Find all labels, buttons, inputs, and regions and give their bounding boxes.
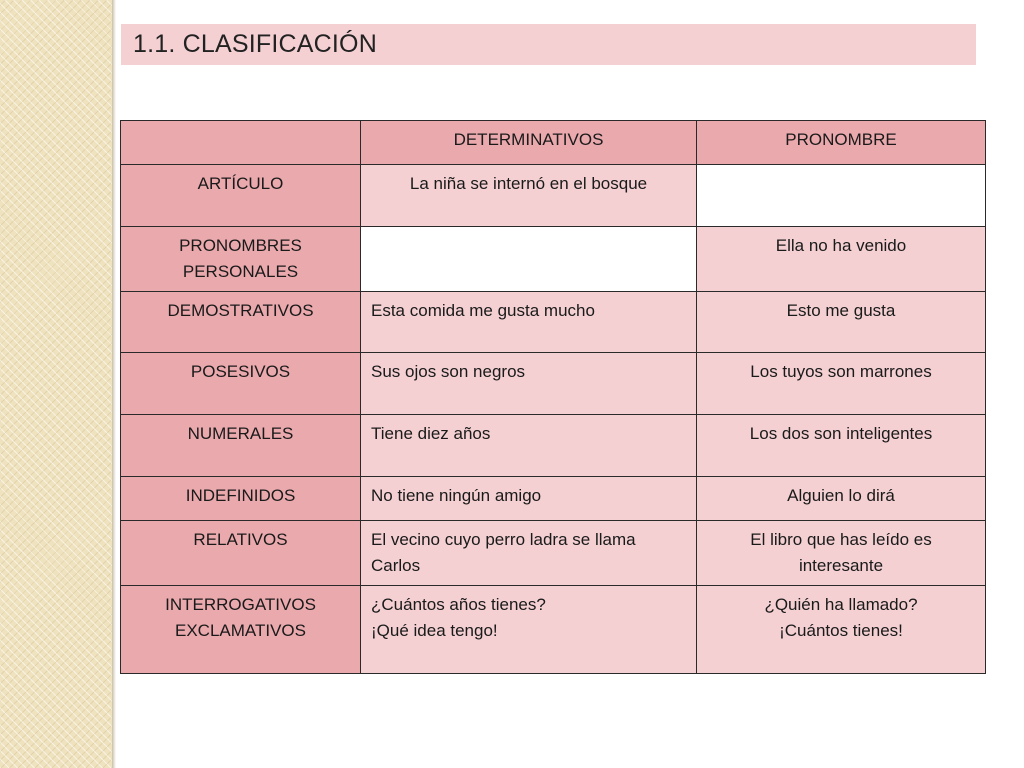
table-header-row xyxy=(121,121,986,165)
table-row xyxy=(121,292,986,353)
classification-table xyxy=(120,120,986,674)
title-bar xyxy=(121,24,976,65)
cell-pronombre: Los tuyos son marrones xyxy=(697,353,986,415)
header-cell-pronombre: PRONOMBRE xyxy=(697,121,986,165)
cell-pronombre: Esto me gusta xyxy=(697,292,986,353)
row-label-numerales: NUMERALES xyxy=(121,415,361,477)
table-row xyxy=(121,586,986,674)
table-row xyxy=(121,165,986,227)
header-cell-determinativos: DETERMINATIVOS xyxy=(361,121,697,165)
header-cell-empty xyxy=(121,121,361,165)
cell-determinativo: Tiene diez años xyxy=(361,415,697,477)
row-label-indefinidos: INDEFINIDOS xyxy=(121,477,361,521)
decorative-side-strip xyxy=(0,0,112,768)
cell-pronombre: ¿Quién ha llamado? ¡Cuántos tienes! xyxy=(697,586,986,674)
row-label-relativos: RELATIVOS xyxy=(121,521,361,586)
table-row xyxy=(121,415,986,477)
table-row xyxy=(121,521,986,586)
cell-determinativo-empty xyxy=(361,227,697,292)
cell-determinativo: ¿Cuántos años tienes? ¡Qué idea tengo! xyxy=(361,586,697,674)
cell-pronombre: Los dos son inteligentes xyxy=(697,415,986,477)
cell-determinativo: El vecino cuyo perro ladra se llama Carlos xyxy=(361,521,697,586)
row-label-posesivos: POSESIVOS xyxy=(121,353,361,415)
cell-determinativo: Sus ojos son negros xyxy=(361,353,697,415)
table-row xyxy=(121,353,986,415)
cell-pronombre: Ella no ha venido xyxy=(697,227,986,292)
row-label-interrogativos: INTERROGATIVOS EXCLAMATIVOS xyxy=(121,586,361,674)
side-strip-shadow xyxy=(112,0,116,768)
table-row xyxy=(121,227,986,292)
slide-title: 1.1. CLASIFICACIÓN xyxy=(133,30,377,58)
cell-pronombre: El libro que has leído es interesante xyxy=(697,521,986,586)
cell-pronombre: Alguien lo dirá xyxy=(697,477,986,521)
cell-determinativo: Esta comida me gusta mucho xyxy=(361,292,697,353)
cell-determinativo: La niña se internó en el bosque xyxy=(361,165,697,227)
row-label-demostrativos: DEMOSTRATIVOS xyxy=(121,292,361,353)
row-label-personales: PRONOMBRES PERSONALES xyxy=(121,227,361,292)
table-row xyxy=(121,477,986,521)
cell-determinativo: No tiene ningún amigo xyxy=(361,477,697,521)
row-label-articulo: ARTÍCULO xyxy=(121,165,361,227)
cell-pronombre-empty xyxy=(697,165,986,227)
